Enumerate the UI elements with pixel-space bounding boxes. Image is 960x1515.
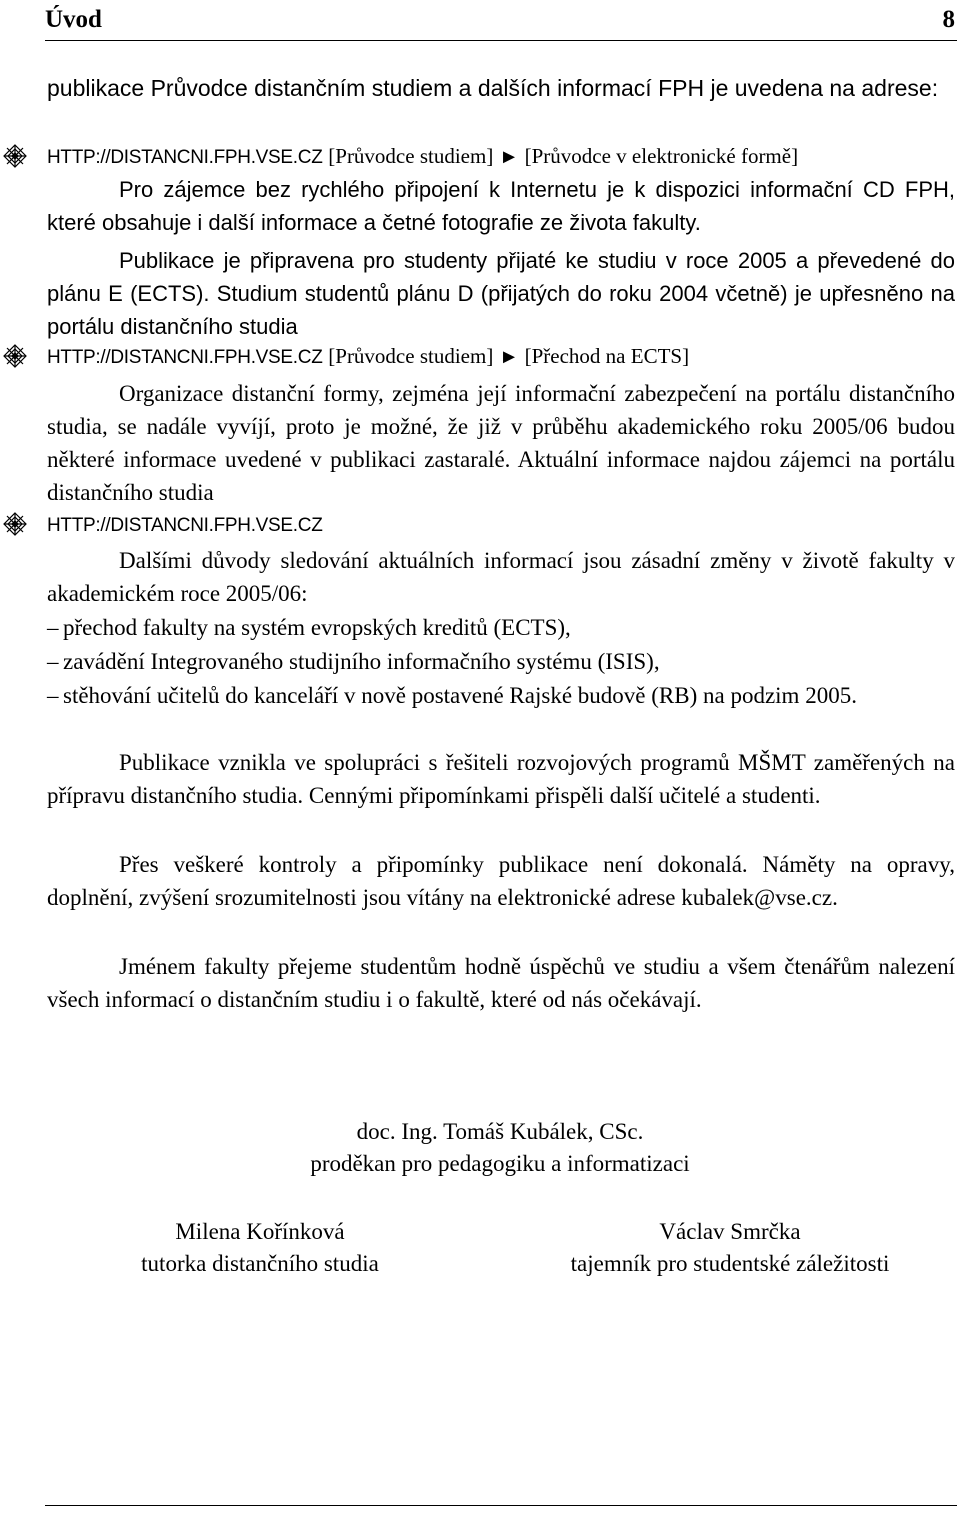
path-part-1: [Průvodce studiem] [328,144,494,168]
feedback-paragraph [47,848,955,914]
list-item-text: stěhování učitelů do kanceláří v nově postavené Rajské budově (RB) na podzim 2005. [63,683,857,708]
cd-text: Pro zájemce bez rychlého připojení k Internetu je k dispozici informační CD FPH, které obsahuje i další informace a četné fotografie ze života fakulty. [47,177,955,235]
list-item [47,679,955,712]
footer-rule [45,1505,957,1506]
list-item-text: přechod fakulty na systém evropských kreditů (ECTS), [63,615,571,640]
dash-bullet: – [47,683,59,708]
portal-link[interactable]: HTTP://DISTANCNI.FPH.VSE.CZ [47,347,323,368]
web-link-icon [2,511,28,537]
arrow-icon: ► [499,146,519,168]
page-header [45,2,957,41]
path-part-2: [Přechod na ECTS] [524,344,690,368]
publication-paragraph [47,244,955,343]
list-item [47,611,955,644]
page-number: 8 [942,6,955,33]
list-item [47,645,955,678]
intro-paragraph [47,72,955,105]
cd-paragraph [47,173,955,239]
list-item-text: zavádění Integrovaného studijního informačního systému (ISIS), [63,649,660,674]
dash-bullet: – [47,649,59,674]
signature-role: proděkan pro pedagogiku a informatizaci [310,1151,690,1176]
dash-bullet: – [47,615,59,640]
feedback-text: Přes veškeré kontroly a připomínky publikace není dokonalá. Náměty na opravy, doplnění, zvýšení srozumitelnosti jsou vítány na elektronické adrese kubalek@vse.cz. [47,852,955,910]
signature-main [200,1116,800,1180]
url-line-1 [47,141,798,171]
signature-name: doc. Ing. Tomáš Kubálek, CSc. [356,1119,644,1144]
signature-left [80,1216,440,1280]
signature-role: tutorka distančního studia [141,1251,379,1276]
portal-link[interactable]: HTTP://DISTANCNI.FPH.VSE.CZ [47,147,323,168]
arrow-icon: ► [499,346,519,368]
signature-role: tajemník pro studentské záležitosti [570,1251,890,1276]
url-line-2 [47,341,689,371]
web-link-icon [2,343,28,369]
url-line-3 [47,509,323,539]
reasons-paragraph [47,544,955,610]
reasons-text: Dalšími důvody sledování aktuálních informací jsou zásadní změny v životě fakulty v akademickém roce 2005/06: [47,548,955,606]
web-link-icon [2,143,28,169]
intro-text: publikace Průvodce distančním studiem a dalších informací FPH je uvedena na adrese: [47,75,939,101]
signature-right [520,1216,940,1280]
signature-name: Václav Smrčka [659,1219,801,1244]
cooperation-paragraph [47,746,955,812]
signature-name: Milena Kořínková [175,1219,345,1244]
publication-text: Publikace je připravena pro studenty přijaté ke studiu v roce 2005 a převedené do plánu E (ECTS). Studium studentů plánu D (přijatých do roku 2004 včetně) je upřesněno na portálu distančního studia [47,248,955,339]
chapter-title: Úvod [45,6,102,33]
path-part-1: [Průvodce studiem] [328,344,494,368]
cooperation-text: Publikace vznikla ve spolupráci s řešiteli rozvojových programů MŠMT zaměřených na přípravu distančního studia. Cennými připomínkami přispěli další učitelé a studenti. [47,750,955,808]
portal-link[interactable]: HTTP://DISTANCNI.FPH.VSE.CZ [47,515,323,536]
organization-paragraph [47,377,955,509]
organization-text: Organizace distanční formy, zejména její informační zabezpečení na portálu distančního studia, se nadále vyvíjí, proto je možné, že již v průběhu akademického roku 2005/06 budou některé informace uvedené v publikaci zastaralé. Aktuální informace najdou zájemci na portálu distančního studia [47,381,955,505]
wishes-text: Jménem fakulty přejeme studentům hodně úspěchů ve studiu a všem čtenářům nalezení všech informací o distančním studiu i o fakultě, které od nás očekávají. [47,954,955,1012]
wishes-paragraph [47,950,955,1016]
path-part-2: [Průvodce v elektronické formě] [524,144,799,168]
